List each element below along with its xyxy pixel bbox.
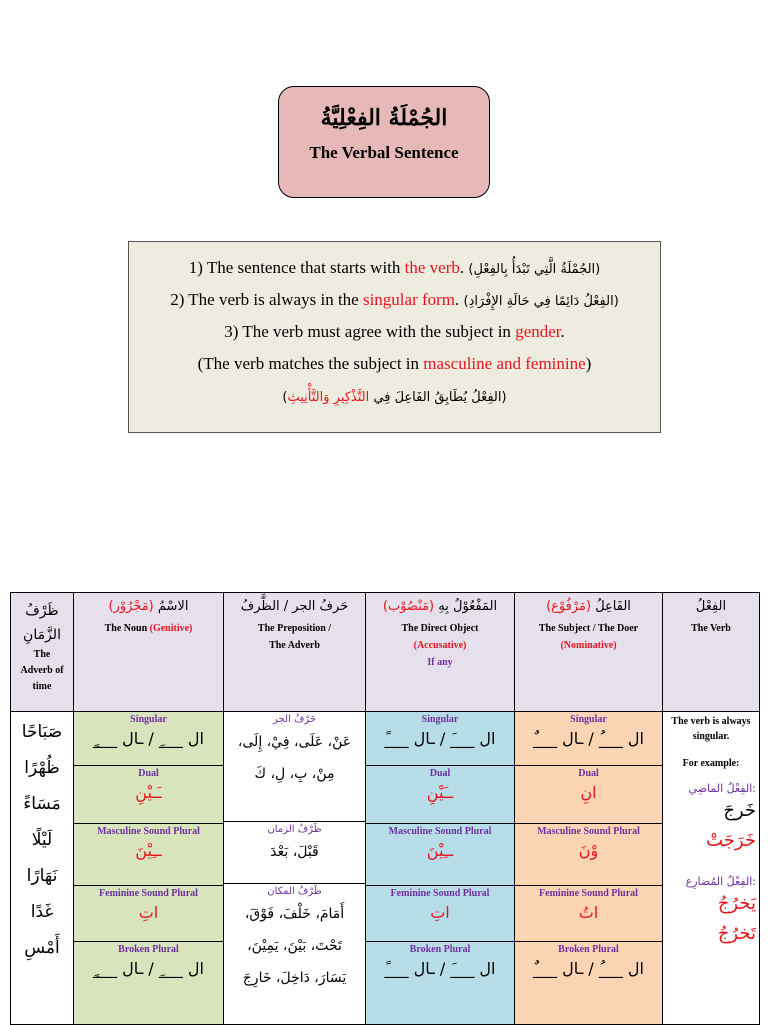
object-fsp-form: اتِ [430, 903, 450, 922]
header-adverb-time [11, 593, 74, 712]
table-body-row [11, 712, 760, 1025]
header-object-ar-case: (مَنْصُوْب) [382, 599, 435, 614]
header-noun-ar-text: الاسْمُ [157, 599, 189, 614]
rule-2 [129, 284, 660, 316]
prep-place-list2: تَحْتَ، بَيْنَ، يَمِيْنَ، [247, 938, 342, 954]
header-subject-ar [515, 599, 662, 614]
header-preposition-en1: The Preposition / [257, 623, 332, 634]
verb-cell [663, 712, 760, 1025]
rule-5-arabic: (الفِعْلُ يُطَابِقُ الفَاعِلَ فِي [369, 390, 507, 405]
header-subject-ar-case: (مَرْفُوْع) [546, 599, 592, 614]
header-object-en-note: If any [427, 657, 453, 668]
object-singular [366, 714, 514, 766]
noun-fsp-label: Feminine Sound Plural [99, 888, 198, 899]
rule-3-text: 3) The verb must agree with the subject in [224, 322, 516, 341]
subject-singular [515, 714, 662, 766]
adverb-list [11, 712, 73, 966]
subject-fsp-form: اتُ [578, 903, 599, 922]
rules-box [128, 241, 661, 433]
subject-singular-label: Singular [570, 714, 607, 725]
noun-cell [74, 712, 224, 1025]
adverb-item: نَهَارًا [26, 866, 58, 886]
object-dual-label: Dual [429, 768, 451, 779]
object-fsp-label: Feminine Sound Plural [390, 888, 490, 899]
object-dual-form: ــَيْنِ [426, 783, 454, 802]
prep-time-label: ظَرْفُ الزمان [267, 824, 322, 835]
object-msp-label: Masculine Sound Plural [388, 826, 492, 837]
header-preposition-en2: The Adverb [269, 640, 320, 651]
subject-msp-label: Masculine Sound Plural [537, 826, 640, 837]
adverb-item: صَبَاحًا [21, 722, 63, 742]
prep-harf [224, 714, 365, 822]
prep-place-list3: يَسَارَ، دَاخِلَ، خَارِجَ [242, 970, 347, 986]
subject-broken-label: Broken Plural [558, 944, 619, 955]
rule-2-arabic: (الفِعْلُ دَائِمًا فِي حَالَةِ الإِفْرَادِ) [463, 294, 619, 309]
noun-broken-label: Broken Plural [118, 944, 179, 955]
header-noun-ar [74, 599, 223, 614]
title-box [278, 86, 490, 198]
adverb-item: مَسَاءً [23, 794, 61, 814]
prep-harf-label: حَرْفُ الجر [272, 714, 317, 725]
header-verb-ar: الفِعْلُ [695, 599, 727, 614]
prep-time [224, 824, 365, 884]
adverb-item: أَمْسِ [24, 938, 60, 958]
header-preposition [224, 593, 366, 712]
subject-dual-form: انِ [580, 783, 597, 802]
rule-5-highlight: التَّذْكِيرِ وَالتَّأْنِيثِ [287, 390, 370, 405]
prep-place-label: ظَرْفُ المكان [267, 886, 322, 897]
object-singular-label: Singular [421, 714, 459, 725]
header-object-ar-text: المَفْعُوْلُ بِهِ [438, 599, 498, 614]
rule-1 [129, 252, 660, 284]
rule-3-highlight: gender [515, 322, 561, 341]
header-adverb-time-ar: ظَرْفُ الزَّمَانِ [23, 603, 61, 643]
object-cell [366, 712, 515, 1025]
verb-content [663, 712, 759, 949]
header-subject [515, 593, 663, 712]
rule-1-highlight: the verb [404, 258, 460, 277]
prep-time-list: قَبْلَ، بَعْدَ [270, 844, 319, 860]
prep-place [224, 886, 365, 1020]
table-header-row [11, 593, 760, 712]
title-arabic: الجُمْلَةُ الفِعْلِيَّةُ [320, 105, 448, 131]
object-fsp [366, 888, 514, 942]
header-noun-ar-case: (مَجْرُوْر) [108, 599, 154, 614]
header-adverb-time-en2: Adverb of [20, 665, 64, 676]
header-adverb-time-en [11, 647, 73, 695]
subject-broken-form: ال ___ُ / ـال ___ٌ [533, 959, 644, 978]
subject-fsp [515, 888, 662, 942]
verb-past-fem: خَرَجَتْ [706, 830, 756, 851]
rule-4 [129, 348, 660, 380]
rule-1-arabic: (الجُمْلَةُ الَّتِي تَبْدَأُ بِالفِعْلِ) [468, 262, 601, 277]
verb-note: The verb is always singular. [671, 716, 751, 742]
header-subject-ar-text: الفَاعِلُ [595, 599, 631, 614]
object-msp-form: ــِيْنَ [426, 841, 454, 860]
verb-present-label: الفِعْلُ المُضارِع: [685, 875, 756, 888]
header-adverb-time-en1: The [33, 649, 51, 660]
verb-present-masc: يَخرُجُ [717, 893, 756, 914]
adverb-time-cell [11, 712, 74, 1025]
subject-msp-form: وْنَ [578, 841, 599, 860]
noun-broken-form: ال ___ِ / ـال ___ٍ [93, 959, 204, 978]
noun-dual-label: Dual [138, 768, 159, 779]
object-msp [366, 826, 514, 886]
subject-msp [515, 826, 662, 886]
grammar-table [10, 592, 760, 1025]
subject-fsp-label: Feminine Sound Plural [539, 888, 638, 899]
header-object-en [366, 620, 514, 671]
header-noun [74, 593, 224, 712]
subject-dual [515, 768, 662, 824]
subject-cell [515, 712, 663, 1025]
noun-dual-form: ـَـيْنِ [135, 783, 162, 802]
noun-msp-form: ــِيْنَ [135, 841, 162, 860]
rule-1-text: 1) The sentence that starts with [188, 258, 405, 277]
header-verb [663, 593, 760, 712]
noun-singular-form: ال ___ِ / ـال ___ٍ [93, 729, 204, 748]
header-object-en-text: The Direct Object [401, 623, 479, 634]
header-noun-en [74, 620, 223, 637]
rule-4-highlight: masculine and feminine [423, 354, 586, 373]
header-subject-en [515, 620, 662, 654]
verb-example-label: For example: [682, 758, 740, 769]
header-verb-en: The Verb [691, 623, 731, 634]
subject-broken [515, 944, 662, 1024]
header-adverb-time-en3: time [32, 681, 52, 692]
object-singular-form: ال ___َ / ـال ___ً [384, 729, 496, 748]
noun-broken [74, 944, 223, 1024]
subject-dual-label: Dual [578, 768, 599, 779]
header-preposition-en [224, 620, 365, 654]
header-object-en-case: (Accusative) [413, 640, 467, 651]
adverb-item: غَدًا [30, 902, 54, 922]
rule-4-text: (The verb matches the subject in [197, 354, 424, 373]
noun-singular [74, 714, 223, 766]
verb-past-masc: خَرجَ [723, 800, 756, 821]
header-noun-en-case: (Genitive) [149, 623, 193, 634]
preposition-cell [224, 712, 366, 1025]
verb-present-fem: تَخرُجُ [717, 923, 756, 944]
object-dual [366, 768, 514, 824]
rule-2-text: 2) The verb is always in the [170, 290, 363, 309]
rule-5 [129, 380, 660, 412]
object-broken-label: Broken Plural [409, 944, 471, 955]
noun-msp-label: Masculine Sound Plural [97, 826, 200, 837]
header-subject-en-case: (Nominative) [560, 640, 617, 651]
adverb-item: ظُهْرًا [24, 758, 60, 778]
header-preposition-ar: حَرفُ الجر / الظَّرفُ [240, 599, 349, 614]
rule-5-punct: ) [282, 390, 288, 405]
noun-dual [74, 768, 223, 824]
object-broken [366, 944, 514, 1024]
noun-fsp [74, 888, 223, 942]
title-english: The Verbal Sentence [309, 143, 459, 162]
prep-place-list1: أَمَامَ، خَلْفَ، فَوْقَ، [244, 906, 345, 922]
noun-msp [74, 826, 223, 886]
adverb-item: لَيْلًا [31, 830, 53, 850]
verb-past-label: الفِعْلُ الماضِي: [688, 782, 756, 795]
header-object-ar [366, 599, 514, 614]
rule-3-punct: . [560, 322, 565, 341]
header-subject-en-text: The Subject / The Doer [538, 623, 639, 634]
rule-2-punct: . [455, 290, 464, 309]
header-noun-en-text: The Noun [104, 623, 150, 634]
rule-4-punct: ) [585, 354, 592, 373]
rule-2-highlight: singular form [362, 290, 456, 309]
rule-1-punct: . [459, 258, 469, 277]
noun-singular-label: Singular [130, 714, 167, 725]
subject-singular-form: ال ___ُ / ـال ___ٌ [533, 729, 644, 748]
prep-harf-list1: عَنْ، عَلَى، فِيْ، إِلَى، [237, 734, 352, 750]
prep-harf-list2: مِنْ، بِ، لِ، كَ [254, 766, 335, 782]
rule-3 [129, 316, 660, 348]
noun-fsp-form: اتِ [138, 903, 159, 922]
object-broken-form: ال ___َ / ـال ___ً [384, 959, 496, 978]
header-object [366, 593, 515, 712]
